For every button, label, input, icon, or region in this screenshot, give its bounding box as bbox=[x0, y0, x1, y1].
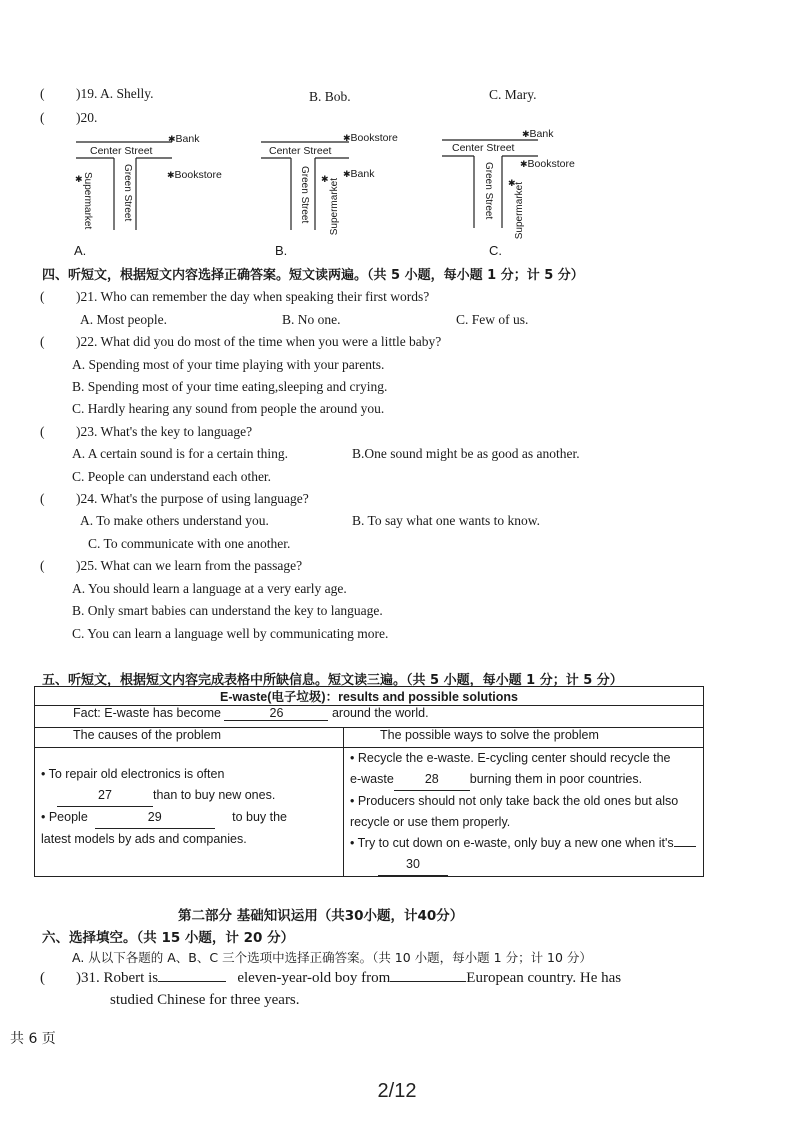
q23-option-a: A. A certain sound is for a certain thing. bbox=[72, 446, 288, 461]
supermarket-label: Supermarket bbox=[82, 172, 93, 230]
blank-28: 28 bbox=[394, 769, 470, 791]
cause-1: • To repair old electronics is often bbox=[41, 767, 225, 781]
supermarket-label: Supermarket bbox=[329, 178, 340, 236]
q19-option-b: B. Bob. bbox=[309, 89, 351, 104]
part-2-heading: 第二部分 基础知识运用（共30小题，计40分） bbox=[178, 908, 464, 924]
supermarket-label: Supermarket bbox=[514, 182, 525, 240]
page-number: 2/12 bbox=[377, 1080, 417, 1102]
question-21-stem: )21. Who can remember the day when speaking their first words? bbox=[76, 289, 430, 304]
map-b-letter: B. bbox=[275, 243, 288, 258]
way-2: • Producers should not only take back the old ones but also bbox=[350, 794, 679, 808]
page-count-note: 共 6 页 bbox=[10, 1031, 56, 1047]
way-1: • Recycle the e-waste. E-cycling center should recycle the bbox=[350, 751, 671, 765]
star-icon: ✱ bbox=[321, 174, 329, 184]
star-icon: ✱ bbox=[343, 133, 351, 143]
table-title: E-waste(电子垃圾)：results and possible solutions bbox=[35, 687, 704, 706]
star-icon: ✱ bbox=[508, 178, 516, 188]
cause-1-line2 bbox=[41, 785, 337, 807]
q23-option-c: C. People can understand each other. bbox=[72, 469, 272, 484]
question-20-stem: )20. bbox=[76, 110, 98, 125]
blank-30-lead bbox=[674, 846, 696, 847]
blank-27: 27 bbox=[57, 785, 153, 807]
causes-header: The causes of the problem bbox=[35, 728, 344, 748]
blank-26: 26 bbox=[224, 706, 328, 721]
map-b bbox=[257, 130, 427, 258]
paren-23: ( bbox=[40, 424, 45, 439]
map-a-letter: A. bbox=[74, 243, 87, 258]
paren-20: ( bbox=[40, 110, 45, 125]
q25-option-b: B. Only smart babies can understand the key to language. bbox=[72, 603, 383, 618]
section-6a-instruction: A. 从以下各题的 A、B、C 三个选项中选择正确答案。（共 10 小题，每小题 1 分；计 10 分） bbox=[72, 950, 592, 965]
star-icon: ✱ bbox=[520, 159, 528, 169]
q21-option-b: B. No one. bbox=[282, 312, 341, 327]
q21-option-c: C. Few of us. bbox=[456, 312, 529, 327]
star-icon: ✱ bbox=[168, 134, 176, 144]
blank-31b bbox=[390, 981, 466, 982]
causes-cell bbox=[35, 748, 344, 877]
center-street-label: Center Street bbox=[269, 145, 332, 157]
blank-30: 30 bbox=[378, 854, 448, 876]
paren-22: ( bbox=[40, 334, 45, 349]
fact-suffix: around the world. bbox=[331, 706, 429, 720]
way-2-line2: recycle or use them properly. bbox=[350, 815, 511, 829]
question-31-stem bbox=[76, 970, 621, 987]
q25-option-a: A. You should learn a language at a very early age. bbox=[72, 581, 347, 596]
star-icon: ✱ bbox=[343, 169, 351, 179]
cause-2-prefix: • People bbox=[41, 810, 88, 824]
q24-option-c: C. To communicate with one another. bbox=[88, 536, 291, 551]
ways-header: The possible ways to solve the problem bbox=[344, 728, 704, 748]
bank-label: ✱Bank bbox=[343, 168, 375, 180]
way-3-line2 bbox=[350, 854, 697, 876]
map-c bbox=[438, 128, 608, 258]
cause-2 bbox=[41, 807, 337, 829]
fact-row bbox=[35, 706, 704, 728]
q22-option-c: C. Hardly hearing any sound from people the around you. bbox=[72, 401, 385, 416]
center-street-label: Center Street bbox=[452, 142, 515, 154]
q22-option-a: A. Spending most of your time playing with your parents. bbox=[72, 357, 385, 372]
q21-option-a: A. Most people. bbox=[80, 312, 167, 327]
cause-2-line2: latest models by ads and companies. bbox=[41, 832, 247, 846]
fact-prefix: Fact: E-waste has become bbox=[73, 706, 221, 720]
question-22-stem: )22. What did you do most of the time when you were a little baby? bbox=[76, 334, 442, 349]
q25-option-c: C. You can learn a language well by communicating more. bbox=[72, 626, 389, 641]
blank-29: 29 bbox=[95, 807, 215, 829]
way-1-suffix: burning them in poor countries. bbox=[469, 772, 643, 786]
q22-option-b: B. Spending most of your time eating,sleeping and crying. bbox=[72, 379, 388, 394]
question-23-stem: )23. What's the key to language? bbox=[76, 424, 253, 439]
paren-24: ( bbox=[40, 491, 45, 506]
green-street-label: Green Street bbox=[483, 162, 494, 220]
star-icon: ✱ bbox=[522, 129, 530, 139]
star-icon: ✱ bbox=[75, 174, 83, 184]
bookstore-label: ✱Bookstore bbox=[343, 132, 398, 144]
way-1-prefix: e-waste bbox=[350, 772, 394, 786]
bank-label: ✱Bank bbox=[168, 133, 200, 145]
q24-option-a: A. To make others understand you. bbox=[80, 513, 269, 528]
center-street-label: Center Street bbox=[90, 145, 153, 157]
paren-31: ( bbox=[40, 970, 45, 986]
bookstore-label: ✱Bookstore bbox=[520, 158, 575, 170]
section-6-heading: 六、选择填空。（共 15 小题，计 20 分） bbox=[42, 930, 295, 946]
question-19-stem: )19. A. Shelly. bbox=[76, 86, 154, 101]
bookstore-label: ✱Bookstore bbox=[167, 169, 222, 181]
question-24-stem: )24. What's the purpose of using language? bbox=[76, 491, 309, 506]
paren-25: ( bbox=[40, 558, 45, 573]
green-street-label: Green Street bbox=[122, 164, 133, 222]
map-a bbox=[72, 130, 242, 258]
way-3 bbox=[350, 833, 697, 854]
paren-19: ( bbox=[40, 86, 45, 101]
blank-31a bbox=[158, 981, 226, 982]
section-4-heading: 四、听短文，根据短文内容选择正确答案。短文读两遍。（共 5 小题，每小题 1 分；计 5 分） bbox=[42, 268, 584, 283]
cause-2-suffix: to buy the bbox=[232, 810, 288, 824]
green-street-label: Green Street bbox=[299, 166, 310, 224]
q19-option-c: C. Mary. bbox=[489, 87, 537, 102]
question-25-stem: )25. What can we learn from the passage? bbox=[76, 558, 303, 573]
bank-label: ✱Bank bbox=[522, 128, 554, 140]
way-3-text: • Try to cut down on e-waste, only buy a new one when it's bbox=[350, 836, 674, 850]
map-c-letter: C. bbox=[489, 243, 502, 258]
star-icon: ✱ bbox=[167, 170, 175, 180]
q23-option-b: B.One sound might be as good as another. bbox=[352, 446, 580, 461]
q31-middle: eleven-year-old boy from bbox=[237, 970, 391, 986]
cause-1-suffix: than to buy new ones. bbox=[153, 788, 276, 802]
q31-suffix: European country. He has bbox=[466, 970, 622, 986]
q24-option-b: B. To say what one wants to know. bbox=[352, 513, 541, 528]
section-5-heading: 五、听短文，根据短文内容完成表格中所缺信息。短文读三遍。（共 5 小题，每小题 1 分；计 5 分） bbox=[42, 673, 623, 688]
e-waste-table bbox=[34, 686, 704, 877]
way-1-line2 bbox=[350, 769, 697, 791]
q31-prefix: )31. Robert is bbox=[76, 970, 159, 986]
ways-cell bbox=[344, 748, 704, 877]
question-31-line2: studied Chinese for three years. bbox=[110, 992, 300, 1008]
paren-21: ( bbox=[40, 289, 45, 304]
